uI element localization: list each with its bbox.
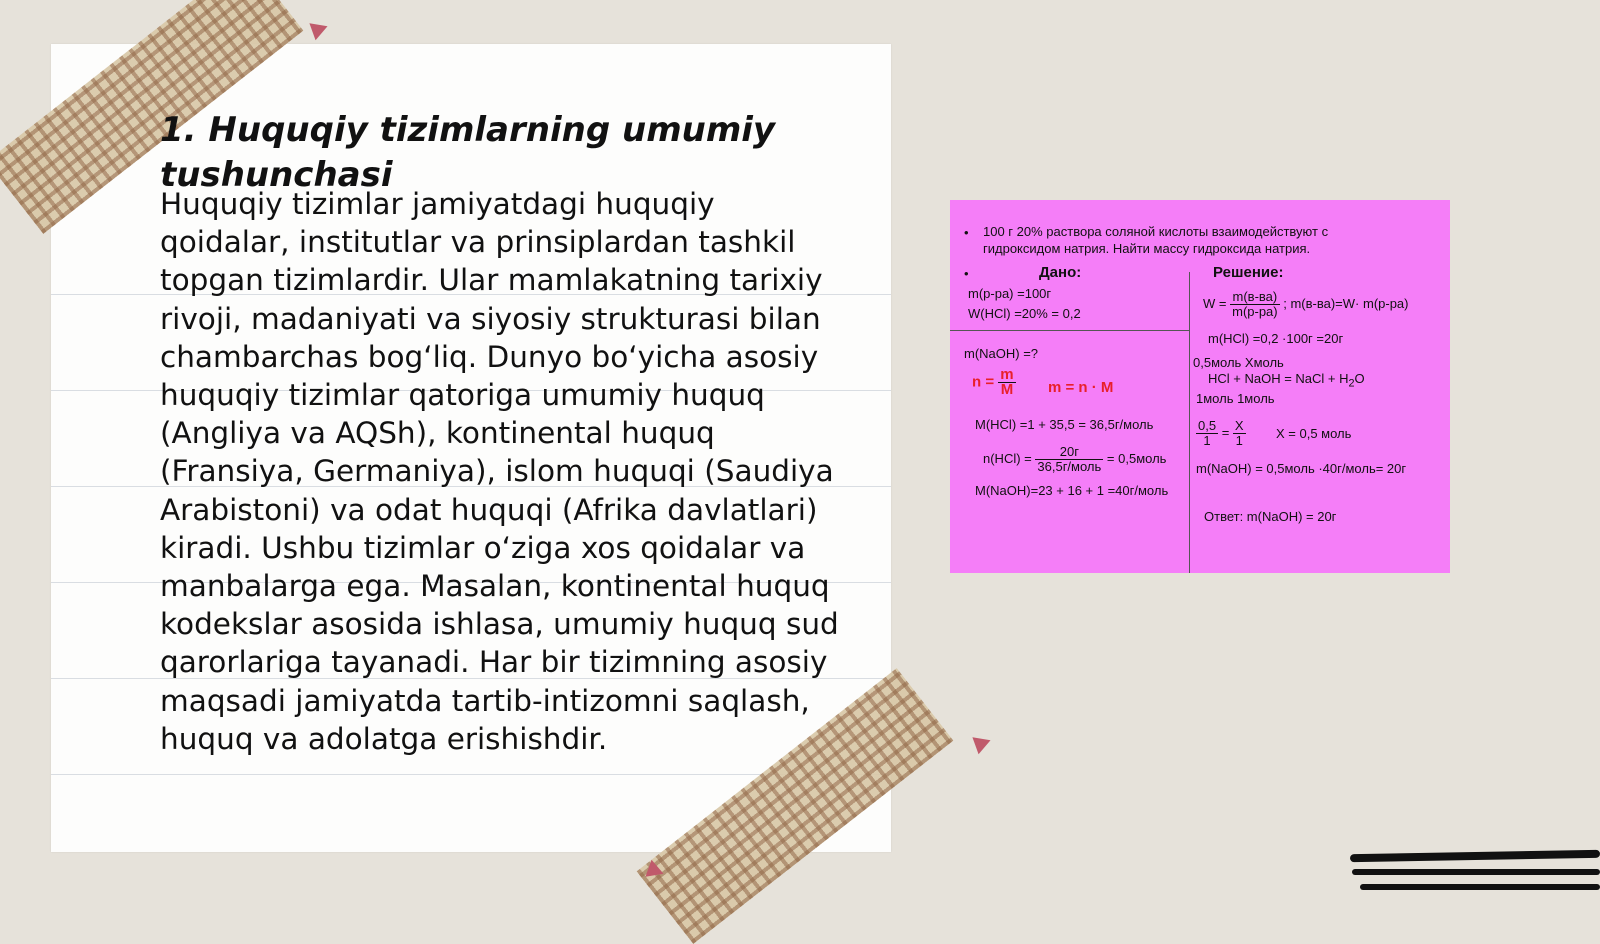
- answer: Ответ: m(NaOH) = 20г: [1204, 509, 1337, 524]
- molar-mass-hcl: M(HCl) =1 + 35,5 = 36,5г/моль: [975, 417, 1154, 432]
- mass-hcl: m(HCl) =0,2 ·100г =20г: [1208, 331, 1344, 346]
- molar-mass-naoh: M(NaOH)=23 + 16 + 1 =40г/моль: [975, 483, 1169, 498]
- slide-title: 1. Huquqiy tizimlarning umumiy tushunchasi: [160, 110, 776, 195]
- fraction-numerator: 0,5: [1198, 418, 1217, 433]
- proportion-result: X = 0,5 моль: [1276, 426, 1352, 441]
- fraction-denominator: M: [1000, 381, 1014, 398]
- bullet: •: [964, 266, 969, 281]
- moles-hcl-fraction: [1035, 445, 1103, 474]
- proportion: [1196, 419, 1246, 448]
- moles-hcl-lhs: n(HCl) =: [983, 450, 1032, 466]
- tape-end-mark: [309, 18, 330, 40]
- chemistry-problem-image: [950, 200, 1450, 573]
- bullet: •: [964, 225, 969, 240]
- fraction-numerator: 20г: [1035, 445, 1103, 460]
- given-mass-fraction: W(HCl) =20% = 0,2: [968, 306, 1081, 321]
- moles-bottom-row: 1моль 1моль: [1196, 391, 1275, 406]
- mass-fraction-lhs: W =: [1203, 295, 1227, 311]
- tape-end-mark: [972, 732, 993, 754]
- task-line-2: гидроксидом натрия. Найти массу гидроксида натрия.: [983, 241, 1311, 256]
- fraction-denominator: m(р-ра): [1232, 304, 1278, 319]
- moles-top-row: 0,5моль Хмоль: [1193, 355, 1284, 370]
- proportion-fraction-right: [1233, 419, 1246, 448]
- mass-naoh-calc: m(NaOH) = 0,5моль ·40г/моль= 20г: [1196, 461, 1407, 476]
- divider-vertical: [1189, 272, 1190, 573]
- decorative-stroke: [1360, 884, 1600, 890]
- mass-fraction-fraction: [1230, 290, 1280, 319]
- reaction-equation-tail: O: [1354, 371, 1365, 386]
- decorative-stroke: [1352, 869, 1600, 875]
- fraction-numerator: m: [1000, 366, 1014, 383]
- fraction-numerator: m(в-ва): [1230, 290, 1280, 305]
- decorative-stroke: [1350, 850, 1600, 862]
- given-header: Дано:: [1039, 264, 1082, 281]
- formula-moles-fraction: [998, 368, 1015, 397]
- formula-mass: m = n · M: [1048, 379, 1114, 396]
- moles-hcl-rhs: = 0,5моль: [1106, 450, 1167, 466]
- fraction-numerator: X: [1234, 418, 1244, 433]
- formula-moles-lhs: n =: [972, 373, 995, 391]
- slide-body-text: Huquqiy tizimlar jamiyatdagi huquqiy qoidalar, institutlar va prinsiplardan tashkil topgan tizimlardir. Ular mamlakatning tarixiy rivoji, madaniyati va siyosiy strukturasi bilan chambarchas bog‘liq. Dunyo bo‘yicha asosiy huquqiy tizimlar qatoriga umumiy huquq (Angliya va AQSh), kontinental huquq (Fransiya, Germaniya), islom huquqi (Saudiya Arabistoni) va odat huquqi (Afrika davlatlari) kiradi. Ushbu tizimlar o‘ziga xos qoidalar va manbalarga ega. Masalan, kontinental huquq kodekslar asosida ishlasa, umumiy huquq sud qarorlariga tayanadi. Har bir tizimning asosiy maqsadi jamiyatda tartib-intizomni saqlash, huquq va adolatga erishishdir.: [160, 187, 839, 756]
- mass-fraction-formula: [1203, 290, 1409, 319]
- reaction-equation-subscript: 2: [1348, 377, 1355, 390]
- equals-sign: =: [1221, 424, 1230, 440]
- fraction-denominator: 1: [1203, 433, 1211, 448]
- reaction-equation: [1208, 371, 1365, 390]
- given-mass-solution: m(р-ра) =100г: [968, 286, 1052, 301]
- fraction-denominator: 36,5г/моль: [1037, 459, 1102, 474]
- mass-fraction-rhs: ; m(в-ва)=W· m(р-ра): [1283, 295, 1409, 311]
- formula-moles: [972, 368, 1016, 397]
- task-line-1: 100 г 20% раствора соляной кислоты взаимодействуют с: [983, 224, 1329, 239]
- fraction-denominator: 1: [1235, 433, 1243, 448]
- proportion-fraction-left: [1196, 419, 1218, 448]
- find-mass-naoh: m(NaOH) =?: [964, 346, 1039, 361]
- reaction-equation-main: HCl + NaOH = NaCl + H: [1208, 371, 1349, 386]
- solution-header: Решение:: [1213, 264, 1284, 281]
- divider-horizontal: [950, 330, 1189, 331]
- moles-hcl: [983, 445, 1166, 474]
